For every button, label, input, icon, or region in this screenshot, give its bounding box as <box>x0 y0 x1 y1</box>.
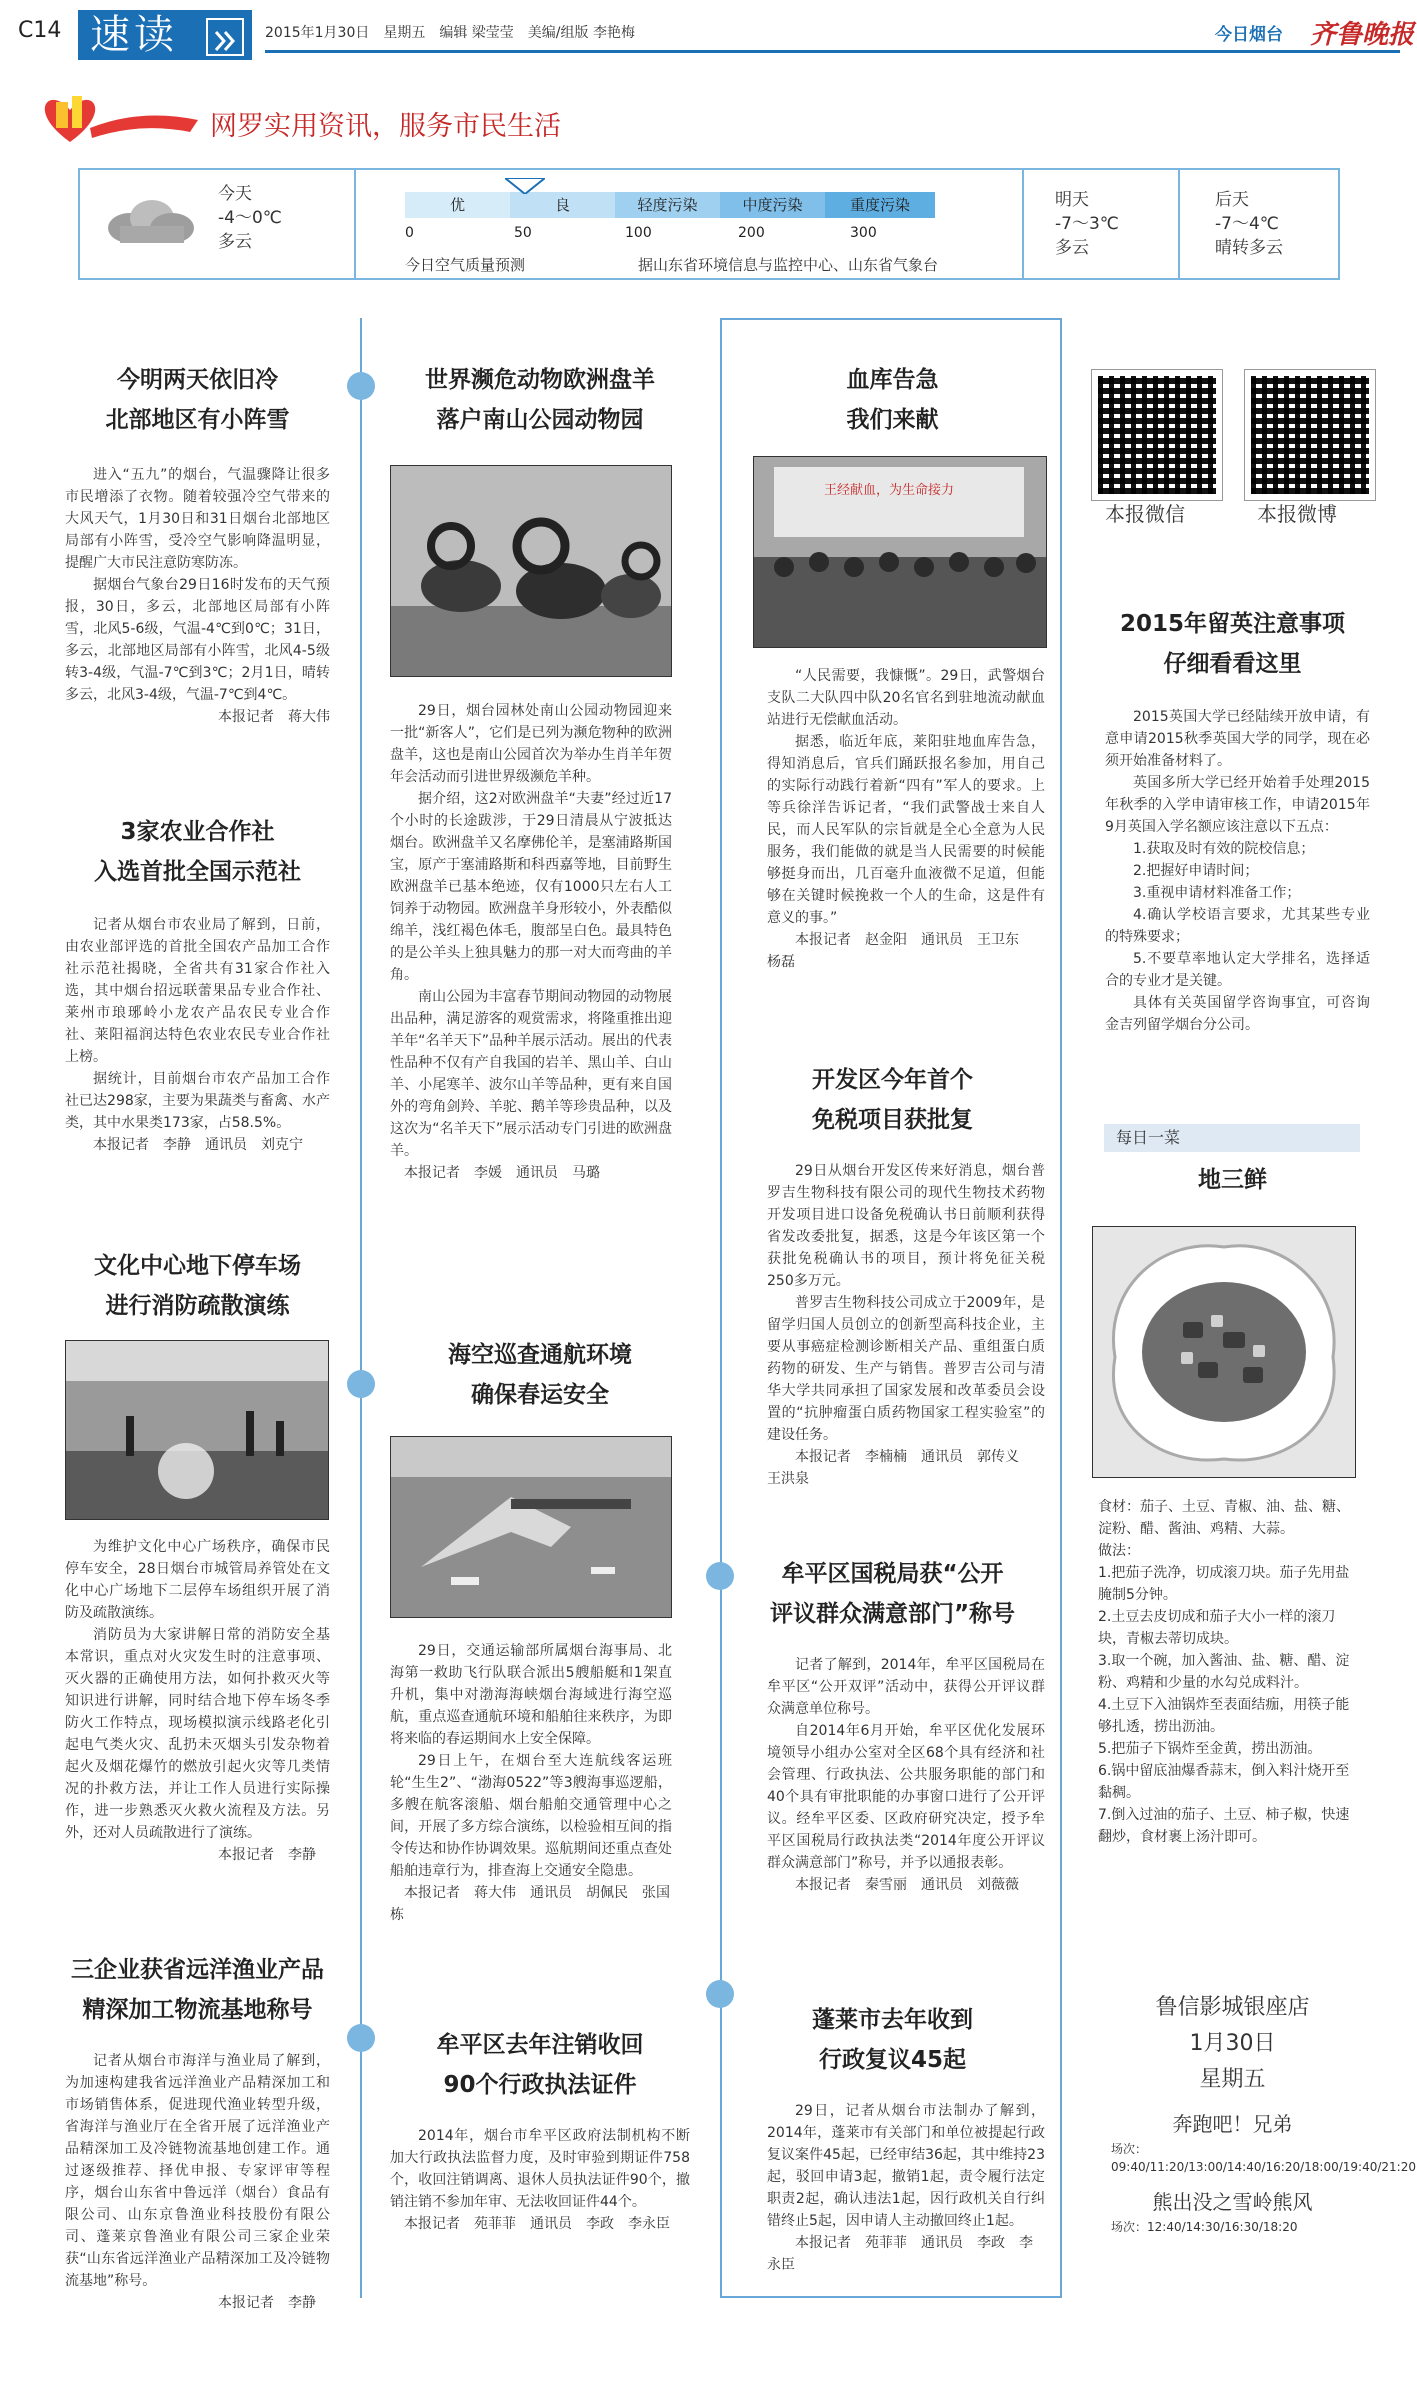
photo-banner-text: 王经献血，为生命接力 <box>824 483 955 498</box>
article-paragraph: 具体有关英国留学咨询事宜，可咨询金吉列留学烟台分公司。 <box>1105 995 1370 1033</box>
aqi-tick: 300 <box>850 225 877 241</box>
article-paragraph: 29日，交通运输部所属烟台海事局、北海第一救助飞行队联合派出5艘船艇和1架直升机，集中对渤海海峡烟台海域进行海空巡航，重点巡查通航环境和船舶往来秩序，为即将来临的春运期间水上安全保障。 <box>390 1643 672 1747</box>
article-title: 我们来献 <box>846 407 939 433</box>
article-blood-donation <box>740 360 1045 440</box>
article-paragraph: 消防员为大家讲解日常的消防安全基本常识，重点对火灾发生时的注意事项、灭火器的正确使用方法，如何扑救灭火等知识进行讲解，同时结合地下停车场冬季防火工作特点，现场模拟演示线路老化引起电气类火灾、乱扔未灭烟头引发杂物着起火及烟花爆竹的燃放引起火灾等几类情况的扑救方法，并让工作人员进行实际操作，进一步熟悉灭火救火流程及方法。另外，还对人员疏散进行了演练。 <box>65 1627 330 1841</box>
qr-wechat-label: 本报微信 <box>1105 502 1185 526</box>
slogan: 网罗实用资讯，服务市民生活 <box>210 111 561 142</box>
dish-recipe <box>1098 1496 1363 1848</box>
article-muping-permits <box>390 2025 690 2235</box>
article-paragraph: 记者了解到，2014年，牟平区国税局在牟平区“公开双评”活动中，获得公开评议群众满意单位称号。 <box>767 1657 1045 1717</box>
aqi-tick: 100 <box>625 225 652 241</box>
weather-divider <box>1022 168 1024 280</box>
weather-today-label: 今天 <box>218 184 252 204</box>
article-list-item: 3.重视申请材料准备工作； <box>1133 885 1301 901</box>
article-title: 行政复议45起 <box>818 2047 966 2073</box>
dish-step: 1.把茄子洗净，切成滚刀块。茄子先用盐腌制5分钟。 <box>1098 1565 1350 1603</box>
dish-title: 地三鲜 <box>1198 1167 1267 1193</box>
weather-today-desc: 多云 <box>218 232 252 252</box>
article-byline: 本报记者 赵金阳 通讯员 王卫东 杨磊 <box>767 932 1033 970</box>
qr-weibo-label: 本报微博 <box>1257 502 1337 526</box>
article-paragraph: 自2014年6月开始，牟平区优化发展环境领导小组办公室对全区68个具有经济和社会管理、行政执法、公共服务职能的部门和40个具有审批职能的办事窗口进行了公开评议。经牟平区委、区政府研究决定，授予牟平区国税局行政执法类“2014年度公开评议群众满意部门”称号，并予以通报表彰。 <box>767 1723 1045 1871</box>
cinema-date: 1月30日 <box>1189 2031 1276 2056</box>
cinema-box <box>1095 1990 1416 2236</box>
article-title: 牟平区国税局获“公开 <box>781 1561 1004 1587</box>
article-list-item: 5.不要草率地认定大学排名，选择适合的专业才是关键。 <box>1105 951 1370 989</box>
article-title: 世界濒危动物欧洲盘羊 <box>425 367 655 393</box>
article-tax-bureau <box>740 1554 1045 1896</box>
article-title: 精深加工物流基地称号 <box>82 1997 313 2023</box>
article-title: 牟平区去年注销收回 <box>436 2032 644 2058</box>
weather-today-temp: -4～0℃ <box>218 208 282 228</box>
issue-meta: 2015年1月30日 星期五 编辑 梁莹莹 美编/组版 李艳梅 <box>265 25 635 41</box>
article-byline: 本报记者 李媛 通讯员 马璐 <box>404 1165 600 1181</box>
article-paragraph: 2015英国大学已经陆续开放申请，有意申请2015秋季英国大学的同学，现在必须开始准备材料了。 <box>1105 709 1370 769</box>
article-byline: 本报记者 苑菲菲 通讯员 李政 李永臣 <box>767 2235 1033 2273</box>
article-paragraph: 29日，记者从烟台市法制办了解到，2014年，蓬莱市有关部门和单位被提起行政复议案件45起，已经审结36起，其中维持23起，驳回申请3起，撤销1起，责令履行法定职责2起，确认违法1起，因行政机关自行纠错终止5起，因申请人主动撤回终止1起。 <box>767 2103 1045 2229</box>
article-uk-study <box>1095 604 1370 1036</box>
column-title-text: 速读 <box>90 12 178 58</box>
cloud-icon <box>100 196 200 246</box>
article-title: 进行消防疏散演练 <box>105 1293 290 1319</box>
photo-dish <box>1092 1226 1356 1478</box>
article-byline: 本报记者 李静 <box>218 2295 316 2311</box>
weather-divider <box>354 168 356 280</box>
heart-ribbon-icon <box>30 80 200 150</box>
article-title: 2015年留英注意事项 <box>1119 611 1345 637</box>
photo-mouflon <box>390 465 672 677</box>
article-paragraph: 进入“五九”的烟台，气温骤降让很多市民增添了衣物。随着较强冷空气带来的大风天气，1月30日和31日烟台北部地区局部有小阵雪，受冷空气影响降温明显，提醒广大市民注意防寒防冻。 <box>65 467 330 571</box>
article-byline: 本报记者 蒋大伟 <box>218 709 330 725</box>
dish-step: 3.取一个碗，加入酱油、盐、糖、醋、淀粉、鸡精和少量的水勾兑成料汁。 <box>1098 1653 1350 1691</box>
article-paragraph: 英国多所大学已经开始着手处理2015年秋季的入学申请审核工作，申请2015年9月英国入学名额应该注意以下五点： <box>1105 775 1370 835</box>
article-paragraph: 普罗吉生物科技公司成立于2009年，是留学归国人员创立的创新型高科技企业，主要从事癌症检测诊断相关产品、重组蛋白质药物的研发、生产与销售。普罗吉公司与清华大学共同承担了国家发展和改革委员会设置的“抗肿瘤蛋白质药物国家工程实验室”的建设任务。 <box>767 1295 1045 1443</box>
cinema-weekday: 星期五 <box>1199 2067 1266 2092</box>
article-maritime-body <box>390 1640 672 1926</box>
article-title: 入选首批全国示范社 <box>94 859 301 885</box>
weather-tomorrow <box>1055 188 1119 260</box>
article-blood-body <box>767 665 1045 973</box>
film-title: 熊出没之雪岭熊风 <box>1152 2190 1313 2214</box>
article-paragraph: 据介绍，这2对欧洲盘羊“夫妻”经过近17个小时的长途跋涉，于29日清晨从宁波抵达烟台。欧洲盘羊又名摩佛伦羊，是塞浦路斯国宝，原产于塞浦路斯和科西嘉等地，目前野生欧洲盘羊已基本绝迹，仅有1000只左右人工饲养于动物园。欧洲盘羊身形较小，外表酷似绵羊，浅红褐色体毛，腹部呈白色。最具特色的是公羊头上独具魅力的那一对大而弯曲的羊角。 <box>390 791 672 983</box>
article-list-item: 1.获取及时有效的院校信息； <box>1133 841 1315 857</box>
article-title: 血库告急 <box>846 367 939 393</box>
aqi-forecast-label: 今日空气质量预测 <box>405 256 526 274</box>
article-paragraph: 2014年，烟台市牟平区政府法制机构不断加大行政执法监督力度，及时审验到期证件758个，收回注销调离、退休人员执法证件90个，撤销注销不参加年审、无法收回证件44个。 <box>390 2128 690 2210</box>
article-paragraph: 南山公园为丰富春节期间动物园的动物展出品种，满足游客的观赏需求，将隆重推出迎羊年“名羊天下”品种羊展示活动。展出的代表性品种不仅有产自我国的岩羊、黑山羊、白山羊、小尾寒羊、波尔山羊等品种，更有来自国外的弯角剑羚、羊驼、鹅羊等珍贵品种，以及这次为“名羊天下”展示活动专门引进的欧洲盘羊。 <box>390 989 672 1159</box>
dish-ingredients: 食材：茄子、土豆、青椒、油、盐、糖、淀粉、醋、酱油、鸡精、大蒜。 <box>1098 1499 1350 1537</box>
dish-method-title: 做法： <box>1098 1543 1140 1559</box>
divider-dot <box>706 1980 734 2008</box>
article-title: 三企业获省远洋渔业产品 <box>71 1957 324 1983</box>
article-title: 免税项目获批复 <box>812 1107 973 1133</box>
photo-blood-donation <box>753 456 1047 648</box>
article-paragraph: 据统计，目前烟台市农产品加工合作社已达298家，主要为果蔬类与畜禽、水产类，其中水果类173家，占58.5%。 <box>65 1071 330 1131</box>
article-title: 确保春运安全 <box>471 1382 609 1408</box>
aqi-level-excellent: 优 <box>405 192 510 218</box>
daily-dish-tag: 每日一菜 <box>1104 1124 1360 1152</box>
photo-maritime <box>390 1436 672 1618</box>
film-title: 奔跑吧！兄弟 <box>1172 2112 1293 2136</box>
weather-after-desc: 晴转多云 <box>1215 238 1283 258</box>
article-paragraph: 29日上午，在烟台至大连航线客运班轮“生生2”、“渤海0522”等3艘海事巡逻船，多艘在航客滚船、烟台船舶交通管理中心之间，开展了多方综合演练，以检验相互间的指令传达和协作协调效果。巡航期间还重点查处船舶违章行为，排查海上交通安全隐患。 <box>390 1753 672 1879</box>
divider-dot <box>347 2024 375 2052</box>
divider-dot <box>706 1562 734 1590</box>
article-paragraph: 记者从烟台市农业局了解到，日前，由农业部评选的首批全国农产品加工合作社示范社揭晓，全省共有31家合作社入选，其中烟台招远联蕾果品专业合作社、莱州市琅琊岭小龙农产品农民专业合作社、莱阳福润达特色农业农民专业合作社上榜。 <box>65 917 330 1065</box>
article-title: 90个行政执法证件 <box>443 2072 637 2098</box>
photo-fire-drill <box>65 1340 329 1520</box>
aqi-scale <box>405 192 935 218</box>
article-title: 开发区今年首个 <box>812 1067 973 1093</box>
aqi-tick: 50 <box>514 225 532 241</box>
article-mouflon-body <box>390 700 672 1184</box>
article-title: 文化中心地下停车场 <box>94 1253 301 1279</box>
weather-tomorrow-temp: -7～3℃ <box>1055 214 1119 234</box>
film-showtimes: 场次：09:40/11:20/13:00/14:40/16:20/18:00/19:40/21:20 <box>1111 2142 1416 2174</box>
article-byline: 本报记者 李楠楠 通讯员 郭传义 王洪泉 <box>767 1449 1033 1487</box>
article-paragraph: 记者从烟台市海洋与渔业局了解到，为加速构建我省远洋渔业产品精深加工和市场销售体系，促进现代渔业转型升级，省海洋与渔业厅在全省开展了远洋渔业产品精深加工及冷链物流基地创建工作。通过逐级推荐、择优申报、专家评审等程序，烟台山东省中鲁远洋（烟台）食品有限公司、山东京鲁渔业科技股份有限公司、蓬莱京鲁渔业有限公司三家企业荣获“山东省远洋渔业产品精深加工及冷链物流基地”称号。 <box>65 2053 330 2289</box>
article-byline: 本报记者 蒋大伟 通讯员 胡佩民 张国栋 <box>390 1885 670 1923</box>
aqi-level-moderate: 中度污染 <box>720 192 825 218</box>
aqi-tick: 200 <box>738 225 765 241</box>
article-paragraph: 据烟台气象台29日16时发布的天气预报，30日，多云，北部地区局部有小阵雪，北风5-6级，气温-4℃到0℃；31日，多云，北部地区局部有小阵雪，北风4-5级转3-4级，气温-7℃到3℃；2月1日，晴转多云，北风3-4级，气温-7℃到4℃。 <box>65 577 330 703</box>
double-chevron-icon <box>206 18 244 56</box>
dish-step: 6.锅中留底油爆香蒜末，倒入料汁烧开至黏稠。 <box>1098 1763 1350 1801</box>
header-rule <box>265 50 1400 53</box>
article-list-item: 4.确认学校语言要求，尤其某些专业的特殊要求； <box>1105 907 1370 945</box>
dish-step: 2.土豆去皮切成和茄子大小一样的滚刀块，青椒去蒂切成块。 <box>1098 1609 1336 1647</box>
article-title: 北部地区有小阵雪 <box>105 407 290 433</box>
dish-step: 7.倒入过油的茄子、土豆、柿子椒，快速翻炒，食材裹上汤汁即可。 <box>1098 1807 1350 1845</box>
article-penglai <box>740 2000 1045 2276</box>
cinema-name: 鲁信影城银座店 <box>1155 1995 1310 2020</box>
article-paragraph: 据悉，临近年底，莱阳驻地血库告急，得知消息后，官兵们踊跃报名参加，用自己的实际行动践行着新“四有”军人的要求。上等兵徐洋告诉记者，“我们武警战士来自人民，而人民军队的宗旨就是全心全意为人民服务，我们能做的就是当人民需要的时候能够挺身而出，几百毫升血液微不足道，但能够在关键时候挽救一个人的生命，这是件有意义的事。” <box>767 734 1045 926</box>
divider-dot <box>347 372 375 400</box>
weather-tomorrow-desc: 多云 <box>1055 238 1089 258</box>
dish-step: 5.把茄子下锅炸至金黄，捞出沥油。 <box>1098 1741 1322 1757</box>
dish-step: 4.土豆下入油锅炸至表面结痂，用筷子能够扎透，捞出沥油。 <box>1098 1697 1350 1735</box>
article-fishery <box>65 1950 330 2314</box>
column-divider <box>360 318 362 2298</box>
article-title: 落户南山公园动物园 <box>436 407 644 433</box>
page-number: C14 <box>18 18 62 43</box>
article-byline: 本报记者 苑菲菲 通讯员 李政 李永臣 <box>404 2216 670 2232</box>
article-title: 蓬莱市去年收到 <box>812 2007 973 2033</box>
column-title <box>78 10 252 60</box>
article-cold-weather <box>65 360 330 728</box>
divider-dot <box>347 1370 375 1398</box>
aqi-level-heavy: 重度污染 <box>825 192 935 218</box>
article-byline: 本报记者 李静 通讯员 刘克宁 <box>93 1137 303 1153</box>
article-title: 评议群众满意部门”称号 <box>769 1601 1016 1627</box>
article-paragraph: 29日从烟台开发区传来好消息，烟台普罗吉生物科技有限公司的现代生物技术药物开发项目进口设备免税确认书日前顺利获得省发改委批复，据悉，这是今年该区第一个获批免税确认书的项目，预计将免征关税250多万元。 <box>767 1163 1045 1289</box>
weather-after-temp: -7～4℃ <box>1215 214 1279 234</box>
article-tax-exempt <box>740 1060 1045 1490</box>
article-list-item: 2.把握好申请时间； <box>1133 863 1259 879</box>
qr-code-weibo <box>1245 370 1375 500</box>
article-byline: 本报记者 秦雪丽 通讯员 刘薇薇 <box>795 1877 1019 1893</box>
weather-today <box>218 182 282 254</box>
article-title: 3家农业合作社 <box>120 819 275 845</box>
article-title: 今明两天依旧冷 <box>117 367 278 393</box>
weather-after <box>1215 188 1283 260</box>
weather-divider <box>1178 168 1180 280</box>
article-title: 仔细看看这里 <box>1163 651 1302 677</box>
weather-after-label: 后天 <box>1215 190 1249 210</box>
qr-code-wechat <box>1092 370 1222 500</box>
article-maritime <box>390 1335 690 1415</box>
article-paragraph: 29日，烟台园林处南山公园动物园迎来一批“新客人”，它们是已列为濒危物种的欧洲盘羊，这也是南山公园首次为举办生肖羊年贺年会活动而引进世界级濒危羊种。 <box>390 703 672 785</box>
aqi-tick: 0 <box>405 225 414 241</box>
section-name: 今日烟台 <box>1215 25 1283 45</box>
article-byline: 本报记者 李静 <box>218 1847 316 1863</box>
aqi-level-light: 轻度污染 <box>615 192 720 218</box>
article-paragraph: 为维护文化中心广场秩序，确保市民停车安全，28日烟台市城管局养管处在文化中心广场地下二层停车场组织开展了消防及疏散演练。 <box>65 1539 330 1621</box>
article-fire-drill <box>65 1246 330 1326</box>
article-fire-drill-body <box>65 1536 330 1866</box>
aqi-level-good: 良 <box>510 192 615 218</box>
article-coop <box>65 812 330 1156</box>
film-showtimes: 场次：12:40/14:30/16:30/18:20 <box>1111 2220 1298 2234</box>
newspaper-logo: 齐鲁晚报 <box>1310 20 1415 50</box>
weather-tomorrow-label: 明天 <box>1055 190 1089 210</box>
article-paragraph: “人民需要，我慷慨”。29日，武警烟台支队二大队四中队20名官名到驻地流动献血站进行无偿献血活动。 <box>767 668 1045 728</box>
article-title: 海空巡查通航环境 <box>448 1342 632 1368</box>
article-mouflon <box>390 360 690 440</box>
aqi-source: 据山东省环境信息与监控中心、山东省气象台 <box>638 256 939 274</box>
aqi-pointer-icon <box>505 178 545 194</box>
